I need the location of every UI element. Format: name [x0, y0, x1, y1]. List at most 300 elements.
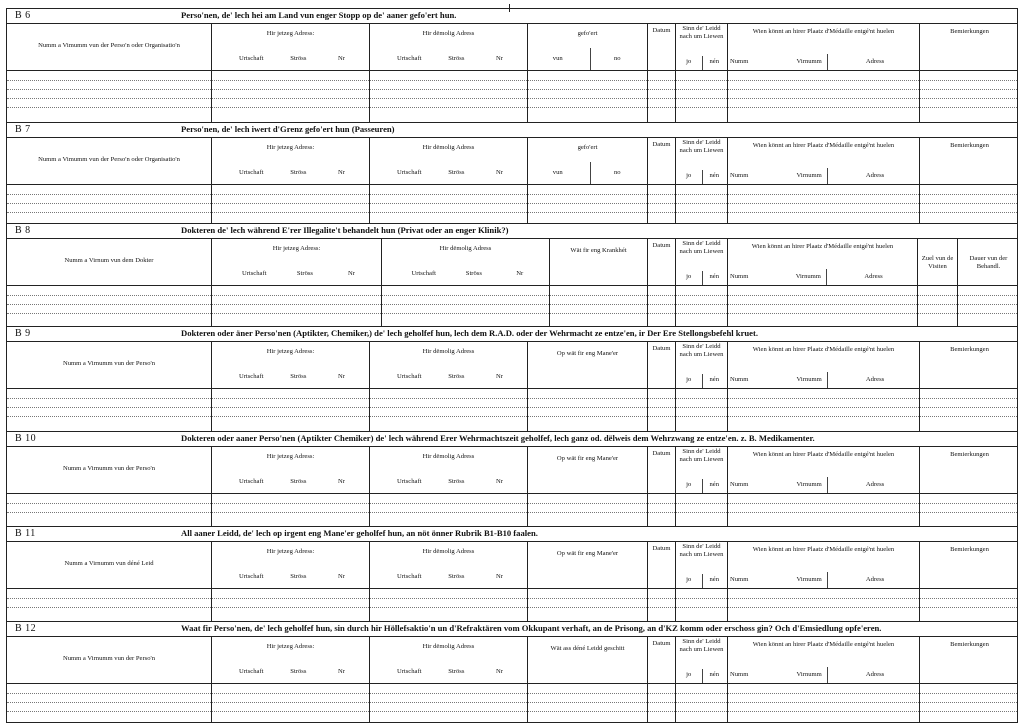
virnumm-label: Virnumm	[796, 172, 822, 179]
stross-label: Ströss	[290, 478, 307, 485]
column-divider	[917, 286, 918, 326]
detail-header-text: Op wät fir eng Mane'er	[556, 350, 619, 357]
current-address-header-label: Hir jetzeg Adress:	[266, 144, 315, 151]
entry-line[interactable]	[7, 711, 1017, 712]
nen-label: nén	[709, 273, 720, 280]
alive-header	[675, 447, 727, 493]
divider	[826, 269, 827, 285]
adress-label: Adress	[865, 576, 885, 583]
column-divider	[647, 684, 648, 722]
medal-text: Wien könnt an hirer Plaatz d'Médaille entgé'nt huelen	[752, 451, 895, 458]
section-header	[7, 239, 1017, 286]
column-divider	[919, 71, 920, 122]
column-divider	[675, 185, 676, 223]
alive-text: Sinn de' Leidd nach um Liewen	[679, 638, 724, 653]
datum-header	[647, 447, 675, 493]
former-address-header	[369, 24, 527, 70]
former-address-header-label: Hir dëmolig Adress	[422, 144, 475, 151]
current-address-header	[211, 24, 369, 70]
column-divider	[919, 389, 920, 431]
adress-label: Adress	[864, 273, 883, 280]
entry-line[interactable]	[7, 203, 1017, 204]
section-entry-area[interactable]	[7, 389, 1017, 431]
former-address-header-label: Hir dëmolig Adress	[422, 548, 475, 555]
section-header	[7, 342, 1017, 389]
section-title-row	[7, 622, 1017, 637]
section-b11	[6, 527, 1018, 622]
entry-line[interactable]	[7, 295, 1017, 296]
name-header-text: Numm a Virnumm vun der Perso'n	[62, 465, 156, 472]
name-column-header	[7, 447, 211, 493]
medal-recipient-header	[727, 447, 919, 493]
divider	[702, 669, 703, 683]
jo-label: jo	[686, 58, 692, 65]
entry-line[interactable]	[7, 607, 1017, 608]
remarks-text: Bemierkungen	[950, 641, 989, 648]
urtschaft-label: Urtschaft	[396, 169, 422, 176]
section-header	[7, 138, 1017, 185]
stross-label: Ströss	[290, 668, 307, 675]
section-title: Perso'nen, de' lech iwert d'Grenz gefo'ert hun (Passeuren)	[181, 124, 395, 134]
alive-text: Sinn de' Leidd nach um Liewen	[679, 240, 724, 255]
alive-text: Sinn de' Leidd nach um Liewen	[679, 448, 724, 463]
datum-text: Datum	[652, 545, 671, 552]
vun-label: vun	[552, 169, 563, 176]
nen-label: nén	[709, 172, 720, 179]
current-address-header-label: Hir jetzeg Adress:	[266, 643, 315, 650]
current-address-header	[211, 342, 369, 388]
adress-label: Adress	[865, 376, 885, 383]
name-header-text: Numm a Virnum vun dem Dokter	[64, 257, 154, 264]
nr-label: Nr	[496, 55, 503, 62]
adress-label: Adress	[865, 481, 885, 488]
remarks-header	[919, 138, 1019, 184]
remarks-header	[919, 637, 1019, 683]
name-header-text: Numm a Virnumm vun déné Leid	[64, 560, 154, 567]
column-divider	[647, 71, 648, 122]
column-divider	[527, 589, 528, 621]
entry-line[interactable]	[7, 194, 1017, 195]
nr-label: Nr	[338, 573, 345, 580]
name-header-text: Numm a Virnumm vun der Perso'n	[62, 655, 156, 662]
former-address-header-label: Hir dëmolig Adress	[422, 643, 475, 650]
registration-form	[6, 8, 1018, 723]
former-address-header	[381, 239, 549, 285]
section-title: Dokteren oder äner Perso'nen (Aptikter, Chemiker,) de' lech geholfef hun, lech dem R.A.D. oder der Wehrmacht ze entze'en, ir Der Ere Stellongsbefehl kruet.	[181, 328, 758, 338]
column-divider	[211, 389, 212, 431]
entry-line[interactable]	[7, 89, 1017, 90]
section-header	[7, 24, 1017, 71]
jo-label: jo	[686, 481, 692, 488]
stross-label: Ströss	[448, 478, 465, 485]
remarks-header	[919, 447, 1019, 493]
remarks-text: Bemierkungen	[950, 346, 989, 353]
column-divider	[647, 589, 648, 621]
urtschaft-label: Urtschaft	[396, 573, 422, 580]
column-divider	[647, 185, 648, 223]
name-column-header	[7, 239, 211, 285]
column-divider	[727, 71, 728, 122]
section-title-row	[7, 9, 1017, 24]
urtschaft-label: Urtschaft	[238, 668, 264, 675]
section-entry-area[interactable]	[7, 494, 1017, 526]
section-title-row	[7, 327, 1017, 342]
entry-line[interactable]	[7, 407, 1017, 408]
section-title: All aaner Leidd, de' lech op irgent eng Mane'er geholfef hun, an nöt önner Rubrik B1-B10 faalen.	[181, 528, 538, 538]
column-divider	[727, 684, 728, 722]
entry-line[interactable]	[7, 416, 1017, 417]
name-column-header	[7, 342, 211, 388]
section-entry-area[interactable]	[7, 589, 1017, 621]
entry-line[interactable]	[7, 212, 1017, 213]
column-divider	[919, 185, 920, 223]
alive-header	[675, 342, 727, 388]
datum-header	[647, 342, 675, 388]
divider	[702, 479, 703, 493]
entry-line[interactable]	[7, 304, 1017, 305]
numm-label: Numm	[730, 671, 749, 678]
medal-text: Wien könnt an hirer Plaatz d'Médaille entgé'nt huelen	[752, 641, 895, 648]
column-divider	[675, 71, 676, 122]
stross-label: Ströss	[290, 573, 307, 580]
entry-line[interactable]	[7, 503, 1017, 504]
nr-label: Nr	[338, 668, 345, 675]
nr-label: Nr	[338, 373, 345, 380]
name-column-header	[7, 24, 211, 70]
datum-header	[647, 542, 675, 588]
section-b8	[6, 224, 1018, 327]
divider	[702, 574, 703, 588]
stross-label: Ströss	[290, 373, 307, 380]
medal-recipient-header	[727, 342, 919, 388]
entry-line[interactable]	[7, 98, 1017, 99]
column-divider	[675, 389, 676, 431]
urtschaft-label: Urtschaft	[411, 270, 436, 277]
section-title: Dokteren de' lech während E'rer Illegalite't behandelt hun (Privat oder an enger Klinik?)	[181, 225, 509, 235]
entry-line[interactable]	[7, 702, 1017, 703]
section-header	[7, 637, 1017, 684]
column-divider	[549, 286, 550, 326]
former-address-header-label: Hir dëmolig Adress	[439, 245, 492, 252]
virnumm-label: Virnumm	[796, 576, 822, 583]
stross-label: Ströss	[296, 270, 313, 277]
nr-label: Nr	[496, 573, 503, 580]
top-tick-mark	[509, 4, 510, 12]
column-divider	[647, 494, 648, 526]
column-divider	[727, 185, 728, 223]
column-divider	[727, 589, 728, 621]
stross-label: Ströss	[465, 270, 482, 277]
detail-header-text: Op wät fir eng Mane'er	[556, 550, 619, 557]
detail-column-header	[527, 24, 647, 70]
detail-header-text: Wät fir eng Krankhét	[570, 247, 627, 254]
section-code: B 6	[15, 10, 31, 21]
jo-label: jo	[686, 671, 692, 678]
nr-label: Nr	[496, 668, 503, 675]
nen-label: nén	[709, 58, 720, 65]
stross-label: Ströss	[448, 55, 465, 62]
datum-text: Datum	[652, 242, 671, 249]
section-title: Perso'nen, de' lech hei am Land vun enger Stopp op de' aaner gefo'ert hun.	[181, 10, 457, 20]
column-divider	[647, 389, 648, 431]
section-code: B 7	[15, 124, 31, 135]
alive-header	[675, 24, 727, 70]
current-address-header	[211, 138, 369, 184]
divider	[827, 54, 828, 70]
nr-label: Nr	[347, 270, 355, 277]
name-column-header	[7, 542, 211, 588]
detail-column-header	[527, 342, 647, 388]
urtschaft-label: Urtschaft	[396, 668, 422, 675]
alive-text: Sinn de' Leidd nach um Liewen	[679, 139, 724, 154]
medal-recipient-header	[727, 138, 919, 184]
former-address-header-label: Hir dëmolig Adress	[422, 453, 475, 460]
alive-header	[675, 138, 727, 184]
visits-text: Zuel vun de Visiten	[921, 255, 954, 270]
entry-line[interactable]	[7, 313, 1017, 314]
urtschaft-label: Urtschaft	[238, 573, 264, 580]
medal-text: Wien könnt an hirer Plaatz d'Médaille entgé'nt huelen	[752, 142, 895, 149]
column-divider	[957, 286, 958, 326]
no-label: no	[613, 169, 621, 176]
entry-line[interactable]	[7, 598, 1017, 599]
no-label: no	[613, 55, 621, 62]
former-address-header	[369, 637, 527, 683]
nr-label: Nr	[496, 169, 503, 176]
current-address-header-label: Hir jetzeg Adress:	[266, 548, 315, 555]
column-divider	[919, 589, 920, 621]
medal-text: Wien könnt an hirer Plaatz d'Médaille entgé'nt huelen	[752, 346, 895, 353]
entry-line[interactable]	[7, 398, 1017, 399]
current-address-header	[211, 542, 369, 588]
stross-label: Ströss	[448, 169, 465, 176]
column-divider	[675, 589, 676, 621]
remarks-text: Bemierkungen	[950, 546, 989, 553]
section-code: B 11	[15, 528, 36, 539]
former-address-header	[369, 542, 527, 588]
column-divider	[369, 185, 370, 223]
numm-label: Numm	[730, 481, 749, 488]
section-title-row	[7, 224, 1017, 239]
detail-header-text: Op wät fir eng Mane'er	[556, 455, 619, 462]
detail-header-text: Wät ass déné Leidd geschitt	[550, 645, 625, 652]
datum-text: Datum	[652, 450, 671, 457]
section-code: B 9	[15, 328, 31, 339]
jo-label: jo	[686, 172, 692, 179]
divider	[702, 170, 703, 184]
medal-recipient-header	[727, 24, 919, 70]
alive-text: Sinn de' Leidd nach um Liewen	[679, 25, 724, 40]
section-b6	[6, 8, 1018, 123]
jo-label: jo	[686, 376, 692, 383]
remarks-header	[919, 24, 1019, 70]
section-header	[7, 542, 1017, 589]
column-divider	[527, 684, 528, 722]
nen-label: nén	[709, 481, 720, 488]
virnumm-label: Virnumm	[796, 671, 822, 678]
datum-header	[647, 138, 675, 184]
alive-header	[675, 637, 727, 683]
visits-header	[917, 239, 957, 285]
divider	[827, 168, 828, 184]
divider	[702, 271, 703, 285]
current-address-header	[211, 447, 369, 493]
former-address-header-label: Hir dëmolig Adress	[422, 348, 475, 355]
former-address-header	[369, 342, 527, 388]
stross-label: Ströss	[290, 55, 307, 62]
column-divider	[727, 494, 728, 526]
detail-column-header	[527, 637, 647, 683]
medal-recipient-header	[727, 542, 919, 588]
current-address-header-label: Hir jetzeg Adress:	[272, 245, 321, 252]
section-code: B 10	[15, 433, 37, 444]
duration-text: Dauer vun der Behandl.	[969, 255, 1008, 270]
column-divider	[727, 286, 728, 326]
virnumm-label: Virnumm	[796, 58, 822, 65]
detail-header-text: gefo'ert	[577, 144, 598, 151]
divider	[827, 372, 828, 388]
detail-column-header	[527, 542, 647, 588]
virnumm-label: Virnumm	[795, 273, 821, 280]
name-header-text: Numm a Vimumm vun der Perso'n oder Organisatio'n	[38, 42, 180, 49]
section-entry-area[interactable]	[7, 286, 1017, 326]
column-divider	[527, 389, 528, 431]
column-divider	[647, 286, 648, 326]
virnumm-label: Virnumm	[796, 376, 822, 383]
former-address-header	[369, 447, 527, 493]
entry-line[interactable]	[7, 693, 1017, 694]
column-divider	[211, 185, 212, 223]
section-title-row	[7, 527, 1017, 542]
medal-recipient-header	[727, 239, 917, 285]
column-divider	[211, 494, 212, 526]
datum-header	[647, 637, 675, 683]
duration-header	[957, 239, 1019, 285]
urtschaft-label: Urtschaft	[238, 478, 264, 485]
section-b12	[6, 622, 1018, 723]
nr-label: Nr	[338, 169, 345, 176]
divider	[827, 572, 828, 588]
alive-text: Sinn de' Leidd nach um Liewen	[679, 543, 724, 558]
alive-text: Sinn de' Leidd nach um Liewen	[679, 343, 724, 358]
numm-label: Numm	[730, 273, 749, 280]
entry-line[interactable]	[7, 80, 1017, 81]
medal-text: Wien könnt an hirer Plaatz d'Médaille entgé'nt huelen	[751, 243, 894, 250]
urtschaft-label: Urtschaft	[396, 373, 422, 380]
urtschaft-label: Urtschaft	[238, 373, 264, 380]
current-address-header-label: Hir jetzeg Adress:	[266, 30, 315, 37]
adress-label: Adress	[865, 671, 885, 678]
column-divider	[675, 684, 676, 722]
current-address-header-label: Hir jetzeg Adress:	[266, 348, 315, 355]
section-b10	[6, 432, 1018, 527]
column-divider	[919, 494, 920, 526]
column-divider	[211, 684, 212, 722]
current-address-header	[211, 637, 369, 683]
urtschaft-label: Urtschaft	[396, 55, 422, 62]
entry-line[interactable]	[7, 512, 1017, 513]
section-entry-area[interactable]	[7, 185, 1017, 223]
former-address-header-label: Hir dëmolig Adress	[422, 30, 475, 37]
virnumm-label: Virnumm	[796, 481, 822, 488]
urtschaft-label: Urtschaft	[238, 169, 264, 176]
alive-header	[675, 239, 727, 285]
adress-label: Adress	[865, 58, 885, 65]
nen-label: nén	[709, 576, 720, 583]
numm-label: Numm	[730, 172, 749, 179]
numm-label: Numm	[730, 376, 749, 383]
remarks-text: Bemierkungen	[950, 28, 989, 35]
section-b7	[6, 123, 1018, 224]
column-divider	[527, 185, 528, 223]
current-address-header-label: Hir jetzeg Adress:	[266, 453, 315, 460]
column-divider	[369, 589, 370, 621]
urtschaft-label: Urtschaft	[396, 478, 422, 485]
numm-label: Numm	[730, 58, 749, 65]
numm-label: Numm	[730, 576, 749, 583]
section-entry-area[interactable]	[7, 71, 1017, 122]
divider	[590, 48, 591, 70]
divider	[702, 56, 703, 70]
column-divider	[675, 286, 676, 326]
divider	[702, 374, 703, 388]
remarks-text: Bemierkungen	[950, 451, 989, 458]
detail-header-text: gefo'ert	[577, 30, 598, 37]
section-code: B 8	[15, 225, 31, 236]
name-column-header	[7, 637, 211, 683]
column-divider	[527, 494, 528, 526]
section-title-row	[7, 123, 1017, 138]
divider	[590, 162, 591, 184]
section-header	[7, 447, 1017, 494]
entry-line[interactable]	[7, 107, 1017, 108]
vun-label: vun	[552, 55, 563, 62]
column-divider	[369, 71, 370, 122]
stross-label: Ströss	[290, 169, 307, 176]
column-divider	[369, 389, 370, 431]
detail-column-header	[549, 239, 647, 285]
medal-text: Wien könnt an hirer Plaatz d'Médaille entgé'nt huelen	[752, 28, 895, 35]
remarks-header	[919, 542, 1019, 588]
jo-label: jo	[686, 273, 692, 280]
former-address-header	[369, 138, 527, 184]
datum-text: Datum	[652, 27, 671, 34]
nr-label: Nr	[496, 373, 503, 380]
column-divider	[211, 589, 212, 621]
remarks-text: Bemierkungen	[950, 142, 989, 149]
section-entry-area[interactable]	[7, 684, 1017, 722]
column-divider	[211, 286, 212, 326]
datum-text: Datum	[652, 141, 671, 148]
medal-text: Wien könnt an hirer Plaatz d'Médaille entgé'nt huelen	[752, 546, 895, 553]
jo-label: jo	[686, 576, 692, 583]
detail-column-header	[527, 447, 647, 493]
section-title: Waat fir Perso'nen, de' lech geholfef hun, sin durch hir Höllefsaktio'n un d'Refraktären vom Okkupant verhaft, an de Prisong, an d'KZ komm oder erschoss gin? Och d'Emsiedlung opfe'eren.	[181, 623, 882, 633]
datum-header	[647, 24, 675, 70]
detail-column-header	[527, 138, 647, 184]
column-divider	[381, 286, 382, 326]
column-divider	[675, 494, 676, 526]
name-header-text: Numm a Virnumm vun der Perso'n	[62, 360, 156, 367]
nen-label: nén	[709, 376, 720, 383]
name-column-header	[7, 138, 211, 184]
datum-header	[647, 239, 675, 285]
divider	[827, 477, 828, 493]
column-divider	[369, 684, 370, 722]
current-address-header	[211, 239, 381, 285]
datum-text: Datum	[652, 640, 671, 647]
section-code: B 12	[15, 623, 37, 634]
